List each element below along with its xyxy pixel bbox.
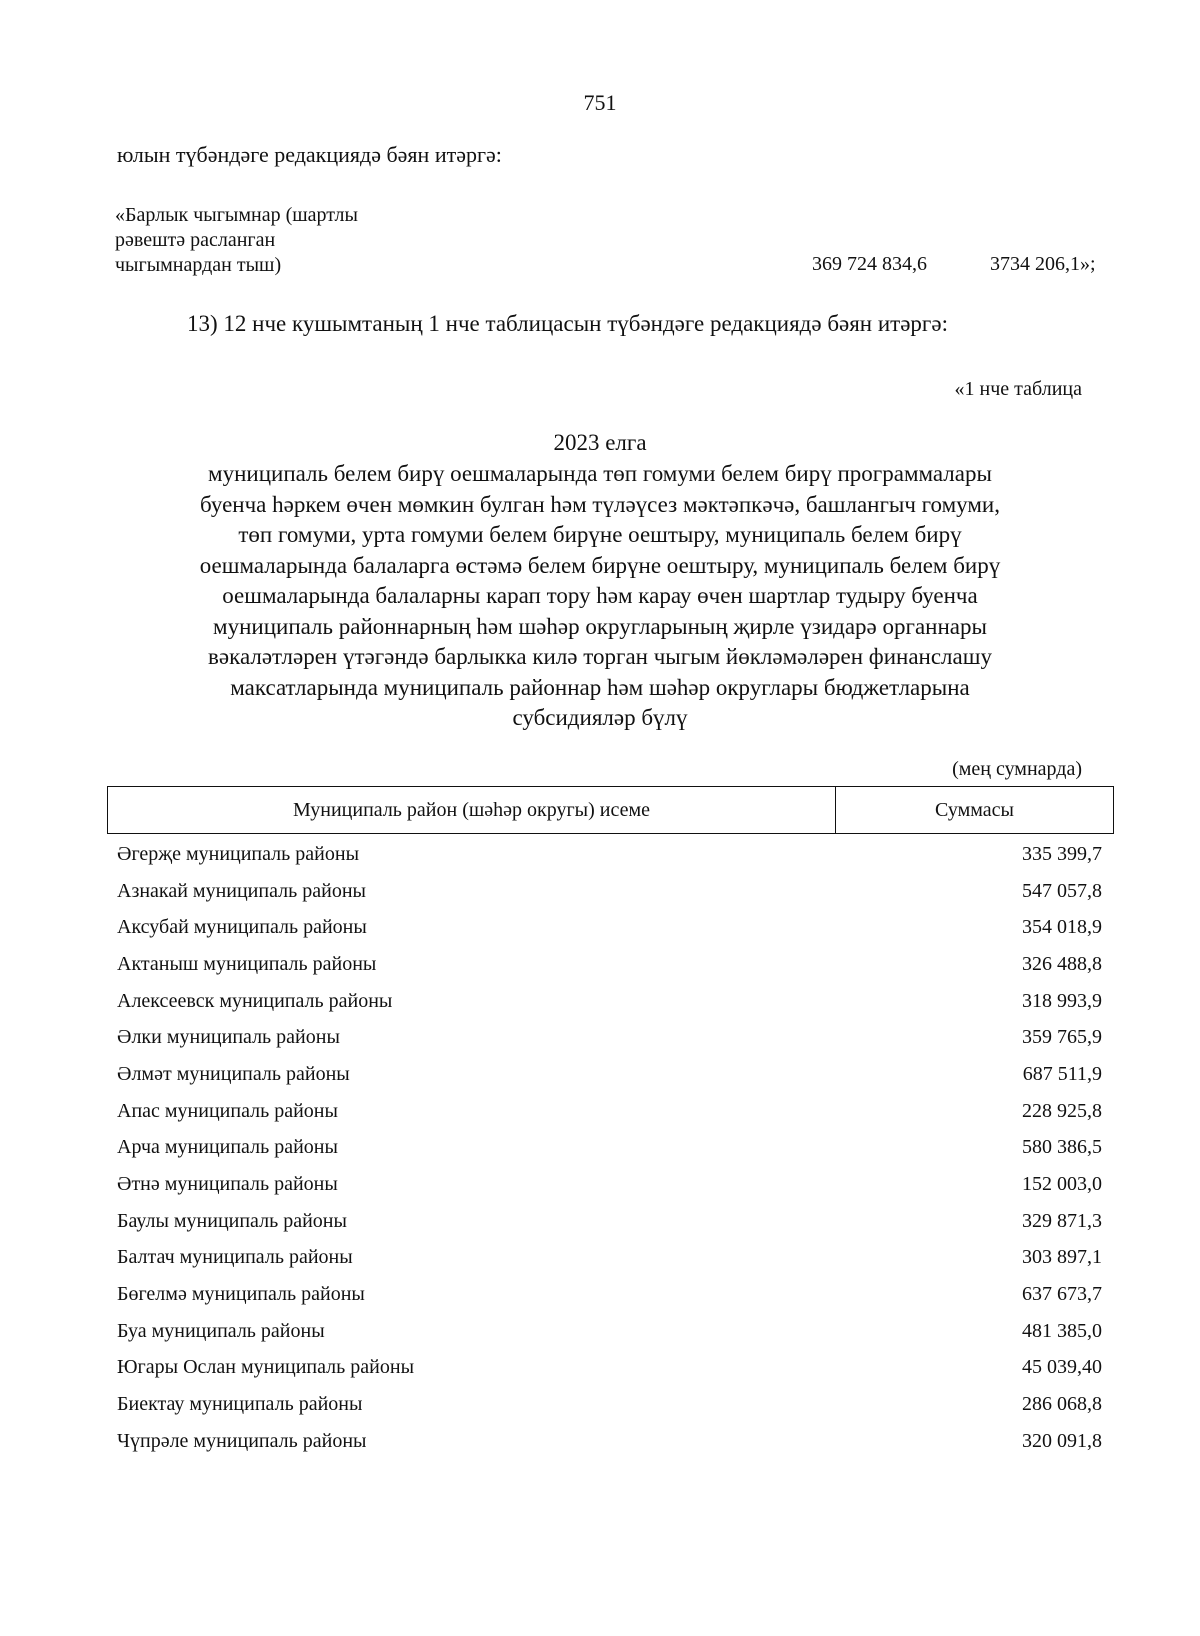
- quote-line: чыгымнардан тыш): [115, 254, 282, 276]
- row-name: Азнакай муниципаль районы: [117, 879, 366, 902]
- row-name: Биектау муниципаль районы: [117, 1393, 363, 1416]
- header-sum: Суммасы: [935, 798, 1014, 821]
- row-value: 354 018,9: [1022, 916, 1102, 939]
- quote-value-2: 3734 206,1»;: [990, 253, 1096, 275]
- table-row: [117, 1423, 1102, 1460]
- row-name: Баулы муниципаль районы: [117, 1209, 347, 1232]
- year-title: 2023 елга: [553, 430, 647, 455]
- row-name: Әтнә муниципаль районы: [117, 1173, 338, 1196]
- intro-line: юлын түбәндәге редакциядә бәян итәргә:: [117, 142, 502, 167]
- table-body: [117, 836, 1102, 1460]
- title-line: төп гомуми, урта гомуми белем бирүне оештыру, муниципаль белем бирү: [238, 522, 962, 547]
- row-name: Алексеевск муниципаль районы: [117, 989, 393, 1012]
- quote-line: «Барлык чыгымнар (шартлы: [115, 204, 358, 226]
- document-title: [100, 459, 1100, 734]
- title-line: вәкаләтләрен үтәгәндә барлыкка килә торган чыгым йөкләмәләрен финанслашу: [208, 644, 992, 669]
- row-value: 329 871,3: [1022, 1209, 1102, 1232]
- table-row: [117, 1350, 1102, 1387]
- row-name: Балтач муниципаль районы: [117, 1246, 353, 1269]
- row-value: 318 993,9: [1022, 989, 1102, 1012]
- title-line: муниципаль белем бирү оешмаларында төп гомуми белем бирү программалары: [208, 461, 992, 486]
- table-row: [117, 1276, 1102, 1313]
- row-name: Буа муниципаль районы: [117, 1319, 325, 1342]
- row-value: 637 673,7: [1022, 1283, 1102, 1306]
- row-name: Югары Ослан муниципаль районы: [117, 1356, 415, 1379]
- row-value: 303 897,1: [1022, 1246, 1102, 1269]
- row-name: Чүпрәле муниципаль районы: [117, 1429, 367, 1452]
- row-name: Әлки муниципаль районы: [117, 1026, 340, 1049]
- units-note: (мең сумнарда): [952, 758, 1082, 780]
- table-row: [117, 1240, 1102, 1277]
- row-name: Әгерҗе муниципаль районы: [117, 842, 360, 865]
- table-row: [117, 1203, 1102, 1240]
- table-row: [117, 1056, 1102, 1093]
- title-line: буенча һәркем өчен мөмкин булган һәм түләүсез мәктәпкәчә, башлангыч гомуми,: [200, 491, 1000, 517]
- quote-value-1: 369 724 834,6: [812, 253, 927, 275]
- table-row: [117, 1386, 1102, 1423]
- page-number: 751: [583, 90, 617, 115]
- row-value: 152 003,0: [1022, 1173, 1102, 1196]
- row-value: 359 765,9: [1022, 1026, 1102, 1049]
- table-row: [117, 1093, 1102, 1130]
- table-row: [117, 1166, 1102, 1203]
- quote-line: рәвештә расланган: [115, 229, 276, 251]
- table-row: [117, 873, 1102, 910]
- quote-block: [115, 203, 358, 278]
- table-row: [117, 946, 1102, 983]
- table-row: [117, 836, 1102, 873]
- row-name: Арча муниципаль районы: [117, 1136, 338, 1159]
- table-header: [107, 786, 1114, 834]
- row-value: 580 386,5: [1022, 1136, 1102, 1159]
- paragraph-13: 13) 12 нче кушымтаның 1 нче таблицасын түбәндәге редакциядә бәян итәргә:: [187, 311, 948, 336]
- header-name: Муниципаль район (шәһәр округы) исеме: [108, 787, 836, 833]
- title-line: субсидияләр бүлү: [512, 705, 688, 730]
- row-name: Бөгелмә муниципаль районы: [117, 1283, 365, 1306]
- table-row: [117, 909, 1102, 946]
- row-value: 547 057,8: [1022, 879, 1102, 902]
- row-name: Апас муниципаль районы: [117, 1099, 338, 1122]
- title-line: муниципаль районнарның һәм шәһәр округларының җирле үзидарә органнары: [213, 613, 987, 639]
- row-value: 228 925,8: [1022, 1099, 1102, 1122]
- row-name: Аксубай муниципаль районы: [117, 916, 367, 939]
- row-name: Актаныш муниципаль районы: [117, 952, 377, 975]
- row-value: 320 091,8: [1022, 1429, 1102, 1452]
- row-value: 286 068,8: [1022, 1393, 1102, 1416]
- row-value: 687 511,9: [1022, 1062, 1102, 1085]
- title-line: оешмаларында балаларга өстәмә белем бирүне оештыру, муниципаль белем бирү: [199, 552, 1001, 578]
- table-row: [117, 1019, 1102, 1056]
- row-value: 335 399,7: [1022, 842, 1102, 865]
- table-row: [117, 1313, 1102, 1350]
- row-value: 45 039,40: [1022, 1356, 1102, 1379]
- table-row: [117, 1130, 1102, 1167]
- row-value: 481 385,0: [1022, 1319, 1102, 1342]
- title-line: оешмаларында балаларны карап тору һәм карау өчен шартлар тудыру буенча: [222, 583, 978, 608]
- row-value: 326 488,8: [1022, 952, 1102, 975]
- row-name: Әлмәт муниципаль районы: [117, 1062, 350, 1085]
- table-label: «1 нче таблица: [954, 378, 1082, 400]
- title-line: максатларында муниципаль районнар һәм шәһәр округлары бюджетларына: [230, 674, 970, 700]
- table-row: [117, 983, 1102, 1020]
